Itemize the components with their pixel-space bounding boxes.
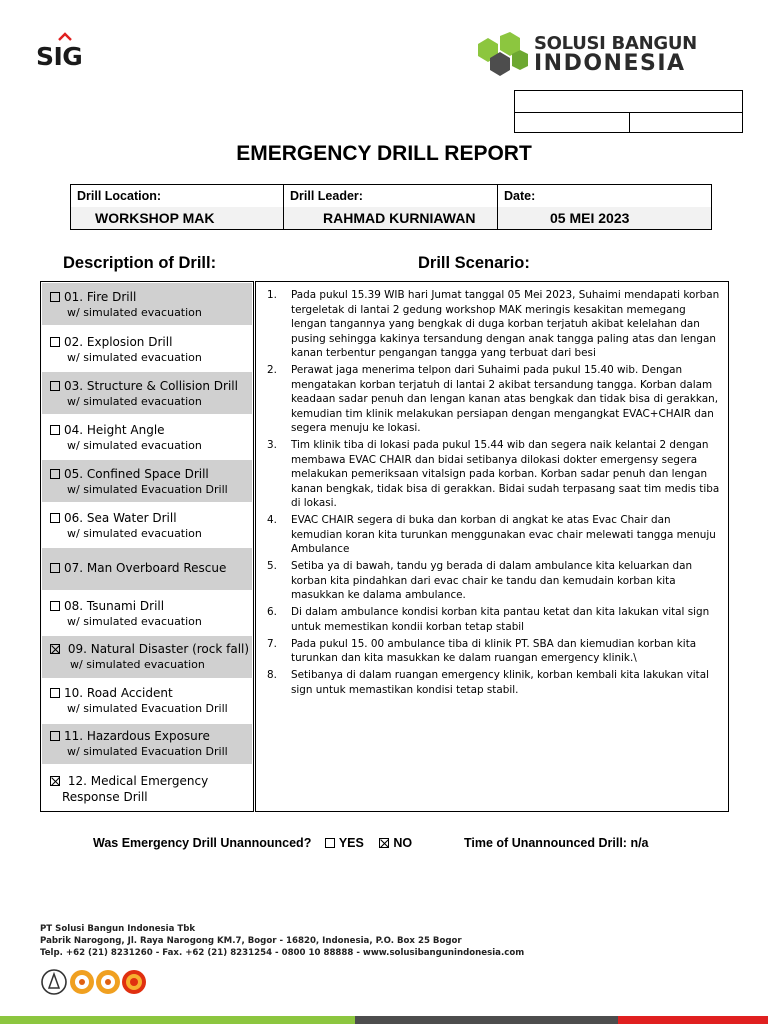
scenario-step bbox=[266, 288, 720, 361]
checkbox-icon[interactable] bbox=[50, 731, 60, 741]
drill-label: 07. Man Overboard Rescue bbox=[50, 561, 226, 575]
location-label: Drill Location: bbox=[71, 185, 283, 207]
sbi-hexagon-icon bbox=[474, 32, 528, 78]
drill-item-sea-water[interactable] bbox=[42, 504, 252, 546]
drill-label: 10. Road Accident bbox=[50, 686, 173, 700]
step-text: Pada pukul 15. 00 ambulance tiba di klinik PT. SBA dan kiemudian korban kita turunkan dan kita masukkan ke dalam ruangan emergency klinik.\ bbox=[291, 637, 697, 664]
yes-checkbox-icon[interactable] bbox=[325, 838, 335, 848]
drill-item-confined-space[interactable] bbox=[42, 460, 252, 502]
cert-badge-3-icon bbox=[94, 968, 122, 996]
checkbox-icon[interactable] bbox=[50, 337, 60, 347]
cert-badge-2-icon bbox=[68, 968, 96, 996]
step-text: Setiba ya di bawah, tandu yg berada di dalam ambulance kita keluarkan dan korban kita pindahkan dari evac chair ke tandu dan kemudain korban kita masukkan ke dalama ambulance. bbox=[291, 560, 693, 601]
drill-item-explosion[interactable] bbox=[42, 328, 252, 370]
drill-label: 11. Hazardous Exposure bbox=[50, 729, 210, 743]
drill-item-tsunami[interactable] bbox=[42, 592, 252, 634]
drill-sublabel: w/ simulated evacuation bbox=[67, 439, 202, 452]
footer-stripe-red bbox=[618, 1016, 768, 1024]
step-number: 8. bbox=[267, 669, 277, 681]
drill-scenario-box bbox=[255, 281, 729, 812]
scenario-step bbox=[266, 637, 720, 666]
drill-sublabel: w/ simulated evacuation bbox=[70, 658, 205, 671]
drill-sublabel: w/ simulated evacuation bbox=[67, 351, 202, 364]
drill-label: 01. Fire Drill bbox=[50, 290, 136, 304]
step-number: 4. bbox=[267, 514, 277, 526]
drill-label: 02. Explosion Drill bbox=[50, 335, 172, 349]
checkbox-icon[interactable] bbox=[50, 425, 60, 435]
sig-logo-text: SIG bbox=[36, 42, 83, 71]
leader-value: RAHMAD KURNIAWAN bbox=[284, 207, 497, 229]
drill-item-structure-collision[interactable] bbox=[42, 372, 252, 414]
drill-label: 05. Confined Space Drill bbox=[50, 467, 209, 481]
drill-sublabel: w/ simulated Evacuation Drill bbox=[67, 483, 228, 496]
sbi-logo-line2: INDONESIA bbox=[534, 51, 686, 76]
drill-item-hazardous-exposure[interactable] bbox=[42, 724, 252, 764]
drill-item-road-accident[interactable] bbox=[42, 680, 252, 722]
leader-cell bbox=[284, 185, 498, 229]
sig-caret-icon bbox=[58, 32, 72, 41]
step-number: 6. bbox=[267, 606, 277, 618]
scenario-step bbox=[266, 668, 720, 697]
description-heading: Description of Drill: bbox=[63, 254, 217, 272]
checkbox-icon[interactable] bbox=[50, 469, 60, 479]
drill-sublabel: w/ simulated Evacuation Drill bbox=[67, 745, 228, 758]
drill-sublabel: w/ simulated evacuation bbox=[67, 395, 202, 408]
drill-item-height-angle[interactable] bbox=[42, 416, 252, 458]
checkbox-icon[interactable] bbox=[50, 601, 60, 611]
drill-item-man-overboard[interactable] bbox=[42, 548, 252, 590]
date-cell bbox=[498, 185, 711, 229]
step-number: 3. bbox=[267, 439, 277, 451]
footer-stripe-grey bbox=[355, 1016, 618, 1024]
drill-type-list bbox=[40, 281, 254, 812]
step-text: EVAC CHAIR segera di buka dan korban di angkat ke atas Evac Chair dan kemudian koran kita turunkan menggunakan evac chair melewati tangga menuju Ambulance bbox=[291, 514, 716, 555]
document-control-box bbox=[514, 90, 743, 133]
drill-label: 12. Medical Emergency bbox=[50, 774, 208, 788]
step-text: Tim klinik tiba di lokasi pada pukul 15.44 wib dan segera naik kelantai 2 dengan membawa EVAC CHAIR dan bidai setibanya dilokasi dokter emergensy segera melakukan pemeriksaan vitalsign pada korban. Korban sadar penuh dan lengan kanan bengkak, tidak bisa di gerakkan. Bidai sudah terpasang saat tim medis tiba di lokasi. bbox=[291, 439, 720, 509]
step-number: 5. bbox=[267, 560, 277, 572]
footer-company: PT Solusi Bangun Indonesia Tbk bbox=[40, 924, 196, 934]
unannounced-question-row bbox=[93, 836, 412, 850]
cert-badge-1-icon bbox=[40, 968, 68, 996]
leader-label: Drill Leader: bbox=[284, 185, 497, 207]
date-value: 05 MEI 2023 bbox=[498, 207, 711, 229]
drill-item-natural-disaster[interactable] bbox=[42, 636, 252, 678]
drill-label: 04. Height Angle bbox=[50, 423, 165, 437]
drill-label: 06. Sea Water Drill bbox=[50, 511, 177, 525]
checkbox-icon[interactable] bbox=[50, 292, 60, 302]
scenario-step bbox=[266, 559, 720, 603]
certification-badges bbox=[40, 968, 150, 1002]
no-checkbox-checked-icon[interactable] bbox=[379, 838, 389, 848]
drill-sublabel: w/ simulated evacuation bbox=[67, 306, 202, 319]
drill-sublabel: w/ simulated evacuation bbox=[67, 527, 202, 540]
scenario-heading: Drill Scenario: bbox=[418, 254, 530, 272]
footer-contact: Telp. +62 (21) 8231260 - Fax. +62 (21) 8231254 - 0800 10 88888 - www.solusibangunindonesia.com bbox=[40, 948, 525, 958]
date-label: Date: bbox=[498, 185, 711, 207]
scenario-step bbox=[266, 438, 720, 511]
cert-badge-4-icon bbox=[120, 968, 148, 996]
unannounced-question: Was Emergency Drill Unannounced? bbox=[93, 836, 312, 850]
footer-address: Pabrik Narogong, Jl. Raya Narogong KM.7, Bogor - 16820, Indonesia, P.O. Box 25 Bogor bbox=[40, 936, 462, 946]
no-label: NO bbox=[393, 836, 413, 850]
scenario-step bbox=[266, 605, 720, 634]
step-text: Perawat jaga menerima telpon dari Suhaimi pada pukul 15.40 wib. Dengan mengatakan korban terjatuh di lantai 2 akibat tersandung tangga. Korban dalam keadaan sadar penuh dan lengan kanan atas bengkak dan tidak bisa di gerakkan, kemudian tim klinik melakukan persiapan dengan mengangkat EVAC+CHAIR dan segera menuju ke lokasi. bbox=[291, 364, 718, 434]
step-text: Di dalam ambulance kondisi korban kita pantau ketat dan kita lakukan vital sign untuk memestikan kondii korban tetap stabil bbox=[291, 606, 710, 633]
checkbox-checked-icon[interactable] bbox=[50, 776, 60, 786]
checkbox-icon[interactable] bbox=[50, 513, 60, 523]
drill-info-table bbox=[70, 184, 712, 230]
yes-label: YES bbox=[338, 836, 364, 850]
step-number: 1. bbox=[267, 289, 277, 301]
footer-stripe-green bbox=[0, 1016, 355, 1024]
drill-label: 03. Structure & Collision Drill bbox=[50, 379, 238, 393]
drill-item-medical-emergency[interactable] bbox=[42, 766, 252, 810]
step-number: 2. bbox=[267, 364, 277, 376]
sig-logo bbox=[36, 32, 98, 72]
drill-sublabel: Response Drill bbox=[62, 790, 148, 804]
scenario-step bbox=[266, 513, 720, 557]
document-control-divider bbox=[629, 113, 630, 133]
step-number: 7. bbox=[267, 637, 277, 650]
scenario-step bbox=[266, 363, 720, 436]
checkbox-icon[interactable] bbox=[50, 563, 60, 573]
drill-sublabel: w/ simulated evacuation bbox=[67, 615, 202, 628]
drill-label: 09. Natural Disaster (rock fall) bbox=[50, 642, 249, 656]
sbi-logo-line1: SOLUSI BANGUN bbox=[534, 33, 697, 54]
drill-label: 08. Tsunami Drill bbox=[50, 599, 164, 613]
step-text: Setibanya di dalam ruangan emergency klinik, korban kembali kita lakukan vital sign untuk memastikan kondisi tetap stabil. bbox=[291, 669, 709, 696]
solusi-bangun-indonesia-logo bbox=[474, 30, 704, 80]
report-title: EMERGENCY DRILL REPORT bbox=[236, 142, 532, 165]
drill-sublabel: w/ simulated Evacuation Drill bbox=[67, 702, 228, 715]
drill-item-fire[interactable] bbox=[42, 283, 252, 325]
unannounced-time: Time of Unannounced Drill: n/a bbox=[464, 836, 649, 850]
checkbox-icon[interactable] bbox=[50, 381, 60, 391]
step-text: Pada pukul 15.39 WIB hari Jumat tanggal 05 Mei 2023, Suhaimi mendapati korban tergeletak di lantai 2 gedung workshop MAK meringis kesakitan memegang lengan tangannya yang bengkak di duga korban terjatuh akibat kelelahan dan pusing sehingga kakinya tersandung dengan anak tangga paling atas dan lengan kanan terbentur pengangan tangga yang terbuat dari besi bbox=[291, 289, 720, 359]
checkbox-icon[interactable] bbox=[50, 688, 60, 698]
location-value: WORKSHOP MAK bbox=[71, 207, 283, 229]
document-control-row bbox=[515, 112, 742, 133]
checkbox-checked-icon[interactable] bbox=[50, 644, 60, 654]
location-cell bbox=[71, 185, 284, 229]
